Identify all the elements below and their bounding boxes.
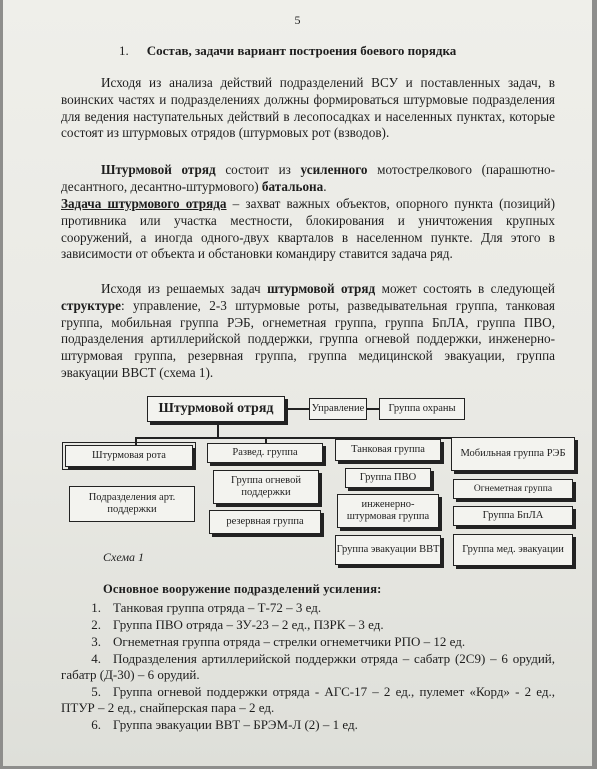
term-structure: структуре [61, 297, 121, 313]
text-fragment: . [323, 178, 327, 194]
list-item [61, 600, 555, 616]
box-art-support: Подразделения арт. поддержки [69, 486, 195, 522]
list-item [61, 634, 555, 650]
box-fire-support: Группа огневой поддержки [213, 470, 319, 504]
list-number: 4. [91, 651, 101, 666]
list-number: 3. [91, 634, 101, 649]
box-engineer-group: инженерно-штурмовая группа [337, 494, 439, 528]
connector-line [367, 408, 379, 410]
list-text: Танковая группа отряда – Т-72 – 3 ед. [113, 600, 322, 615]
term-reinforced: усиленного [300, 162, 368, 177]
box-evacuation-group: Группа эвакуации ВВТ [335, 535, 441, 565]
box-ew-group: Мобильная группа РЭБ [451, 437, 575, 471]
section-number: 1. [119, 43, 129, 58]
term-assault-detachment: штурмовой отряд [267, 281, 376, 296]
list-item [61, 717, 555, 733]
box-management: Управление [309, 398, 367, 420]
connector-line [217, 421, 219, 437]
term-task: Задача штурмового отряда [61, 196, 227, 211]
document-page [3, 0, 592, 766]
list-text: Группа ПВО отряда – ЗУ-23 – 2 ед., ПЗРК – 3 ед. [113, 617, 384, 632]
paragraph-intro-text: Исходя из анализа действий подразделений ВСУ и поставленных задач, в воинских частях и подразделениях должны формироваться штурмовые подразделения для ведения наступательных действий в лесопосадках и населенных пунктах, которые состоят из штурмовых отрядов (штурмовых рот (взводов). [61, 75, 555, 141]
paragraph-structure [61, 281, 555, 382]
list-number: 6. [91, 717, 101, 732]
section-heading [119, 43, 456, 59]
paragraph-task [61, 196, 555, 263]
connector-line [285, 408, 309, 410]
text-fragment: Исходя из решаемых задач [101, 281, 268, 296]
list-text: Группа огневой поддержки отряда - АГС-17 – 2 ед., пулемет «Корд» - 2 ед., ПТУР – 2 ед., снайперская пара – 2 ед. [61, 684, 555, 715]
box-tank-group: Танковая группа [335, 439, 441, 461]
box-medevac-group: Группа мед. эвакуации [453, 534, 573, 566]
box-recon-group: Развед. группа [207, 443, 323, 463]
box-assault-company: Штурмовая рота [65, 445, 193, 467]
list-number: 5. [91, 684, 101, 699]
list-number: 2. [91, 617, 101, 632]
list-number: 1. [91, 600, 101, 615]
box-air-defense: Группа ПВО [345, 468, 431, 488]
term-assault-detachment: Штурмовой отряд [101, 162, 216, 177]
box-flamethrower-group: Огнеметная группа [453, 479, 573, 499]
list-text: Группа эвакуации ВВТ – БРЭМ-Л (2) – 1 ед. [113, 717, 358, 732]
text-fragment: состоит из [215, 162, 301, 177]
list-item [61, 651, 555, 683]
paragraph-definition [61, 162, 555, 196]
box-uav-group: Группа БпЛА [453, 506, 573, 526]
term-battalion: батальона [261, 178, 324, 194]
section-title: Состав, задачи вариант построения боевого порядка [146, 43, 457, 58]
page-number: 5 [294, 13, 301, 27]
paragraph-task-text: – захват важных объектов, опорного пункта (позиций) противника или участка местности, блокирования и уничтожения крупных сооружений, а иногда одного-двух кварталов в населенном пункте. Для этого в зависимости от объекта и обстановки командиру ставится задача ряд. [61, 196, 556, 262]
text-fragment: : управление, 2-3 штурмовые роты, разведывательная группа, танковая группа, мобильная группа РЭБ, огнеметная группа, группа БпЛА, группа ПВО, подразделения артиллерийской поддержки, группа огневой поддержки, инженерно-штурмовая группа, резервная группа, группа медицинской эвакуации, группа эвакуации ВВСТ (схема 1). [61, 297, 555, 380]
box-guard-group: Группа охраны [379, 398, 465, 420]
list-item [61, 684, 555, 716]
list-text: Огнеметная группа отряда – стрелки огнеметчики РПО – 12 ед. [113, 634, 466, 649]
connector-line [135, 437, 137, 445]
text-fragment: может состоять в следующей [375, 281, 555, 296]
diagram-caption: Схема 1 [103, 550, 145, 564]
box-assault-detachment: Штурмовой отряд [147, 396, 285, 422]
text-fragment: мотострелкового (парашютно-десантного, десантно-штурмового) [61, 162, 555, 194]
list-text: Подразделения артиллерийской поддержки отряда – сабатр (2С9) – 6 орудий, габатр (Д-30) – 6 орудий. [61, 651, 555, 682]
paragraph-intro [61, 75, 555, 142]
list-item [61, 617, 555, 633]
box-reserve-group: резервная группа [209, 510, 321, 534]
armament-title: Основное вооружение подразделений усиления: [103, 582, 382, 596]
